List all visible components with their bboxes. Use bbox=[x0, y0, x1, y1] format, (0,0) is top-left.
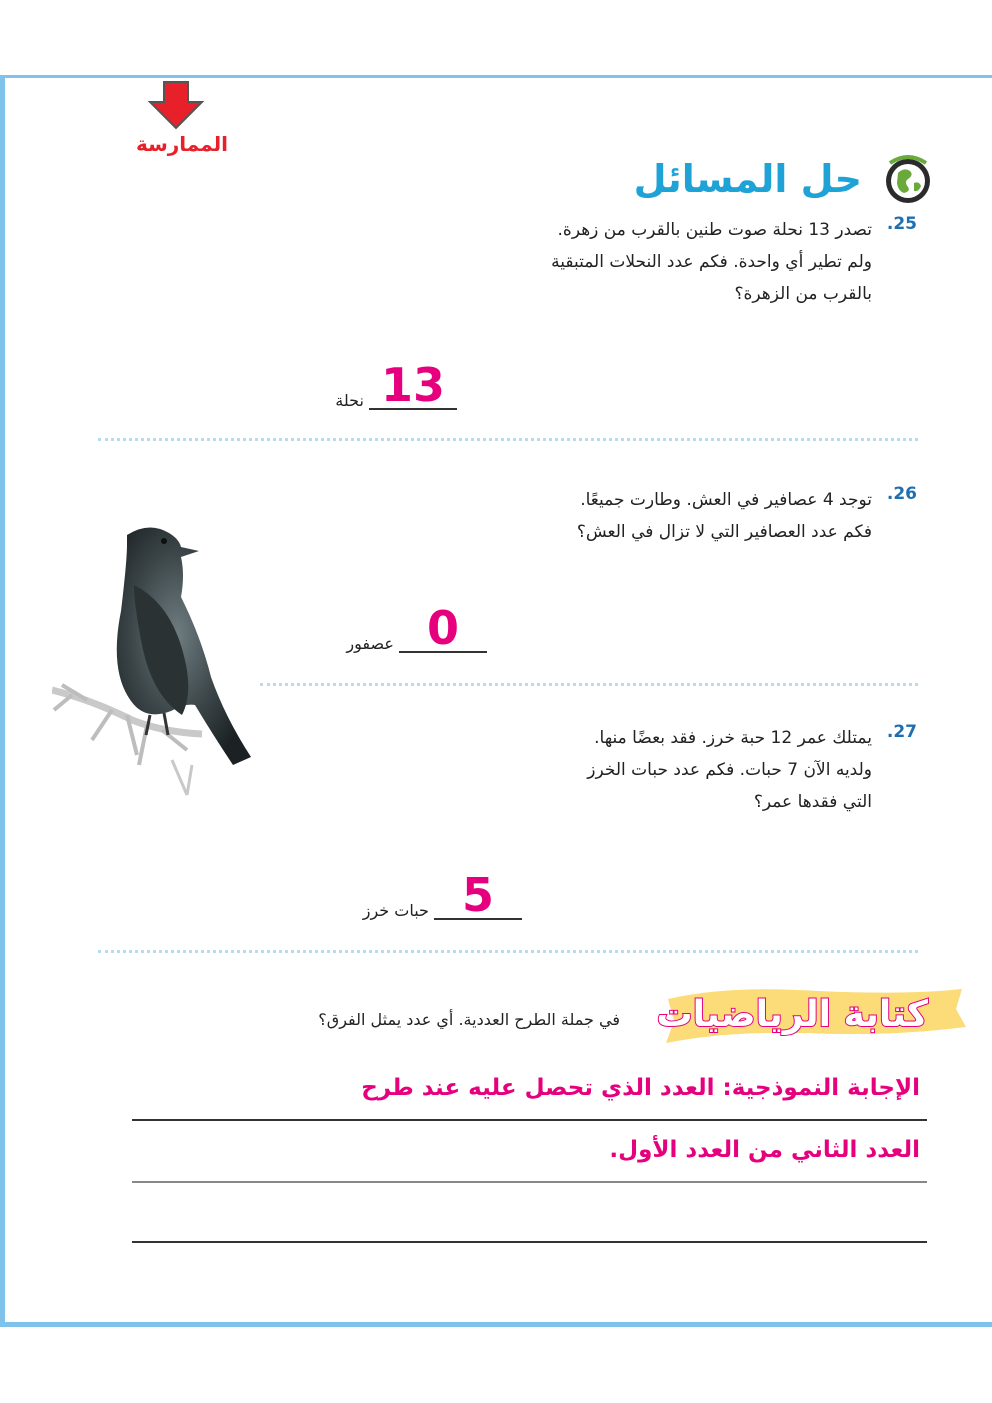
model-answer-line-1: الإجابة النموذجية: العدد الذي تحصل عليه عند طرح bbox=[361, 1075, 920, 1101]
problem-25 bbox=[357, 214, 917, 310]
problem-text-line: تصدر 13 نحلة صوت طنين بالقرب من زهرة. bbox=[557, 220, 872, 240]
section-divider bbox=[98, 950, 918, 953]
page-frame-top bbox=[0, 75, 992, 78]
problem-text-line: توجد 4 عصافير في العش. وطارت جميعًا. bbox=[580, 490, 872, 510]
page-frame-bottom bbox=[0, 1322, 992, 1327]
practice-label: الممارسة bbox=[135, 132, 228, 156]
problem-number: 26. bbox=[886, 484, 917, 504]
bird-image bbox=[52, 515, 257, 800]
answer-blank bbox=[369, 358, 457, 412]
writing-math-title: كتابة الرياضيات bbox=[656, 994, 928, 1035]
problem-text-line: التي فقدها عمر؟ bbox=[753, 792, 872, 812]
problem-text-line: بالقرب من الزهرة؟ bbox=[734, 284, 872, 304]
answer-value: 13 bbox=[380, 358, 445, 412]
answer-unit: نحلة bbox=[335, 391, 364, 410]
writing-math-question: في جملة الطرح العددية. أي عدد يمثل الفرق؟ bbox=[318, 1010, 620, 1029]
problem-number: 25. bbox=[886, 214, 917, 234]
answer-27 bbox=[357, 868, 522, 922]
answer-26 bbox=[340, 601, 487, 655]
problem-text-line: ولم تطير أي واحدة. فكم عدد النحلات المتبقية bbox=[551, 252, 872, 272]
problem-27 bbox=[357, 722, 917, 818]
answer-unit: عصفور bbox=[346, 634, 394, 653]
problem-text-line: يمتلك عمر 12 حبة خرز. فقد بعضًا منها. bbox=[594, 728, 872, 748]
answer-unit: حبات خرز bbox=[362, 901, 429, 920]
problem-number: 27. bbox=[886, 722, 917, 742]
answer-25 bbox=[329, 358, 457, 412]
answer-value: 5 bbox=[461, 868, 494, 922]
writing-line bbox=[132, 1119, 927, 1121]
down-arrow-icon bbox=[148, 80, 204, 130]
problem-text-line: ولديه الآن 7 حبات. فكم عدد حبات الخرز bbox=[587, 760, 872, 780]
problem-26 bbox=[357, 484, 917, 548]
answer-blank bbox=[399, 601, 487, 655]
problem-text-line: فكم عدد العصافير التي لا تزال في العش؟ bbox=[576, 522, 872, 542]
answer-blank bbox=[434, 868, 522, 922]
answer-value: 0 bbox=[426, 601, 459, 655]
globe-icon bbox=[876, 153, 940, 205]
writing-line bbox=[132, 1181, 927, 1183]
writing-line bbox=[132, 1241, 927, 1243]
section-divider bbox=[98, 438, 918, 441]
section-divider bbox=[260, 683, 918, 686]
page-frame-left bbox=[0, 75, 5, 1327]
model-answer-line-2: العدد الثاني من العدد الأول. bbox=[609, 1137, 920, 1163]
section-title: حل المسائل bbox=[633, 157, 862, 201]
